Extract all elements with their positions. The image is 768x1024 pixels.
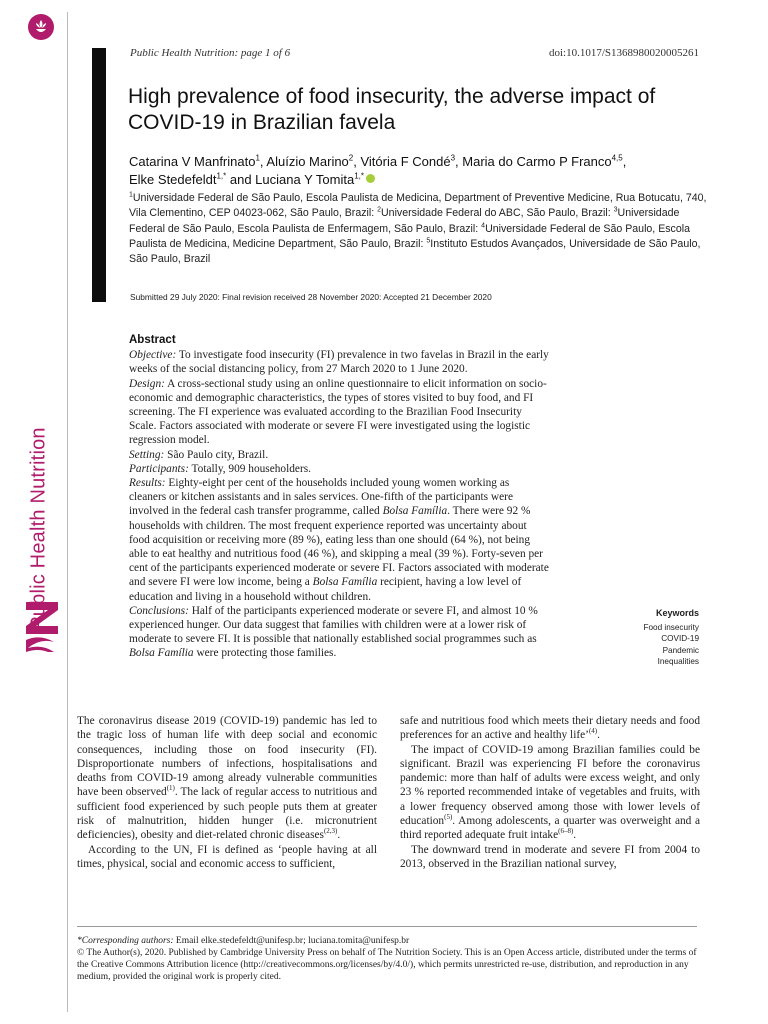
citation-link[interactable]: (5) [444,813,453,822]
body-column-left [77,714,377,871]
body-paragraph: The coronavirus disease 2019 (COVID-19) pandemic has led to the tragic loss of human life with deep social and economic consequences, including those on food insecurity (FI). Disproportionate numbers of infections, hospitalisations and deaths from COVID-19 among already vulnerable communities have been observed$^{(1)}$. The lack of regular access to nutritious and sufficient food experienced by such people puts them at greater risk of malnutrition, hidden hunger (i.e. micronutrient deficiencies), obesity and diet-related chronic diseases$^{(2,3)}$. [77,715,378,842]
body-column-right [400,714,700,871]
author-name: Aluízio Marino [266,154,349,169]
author-name: Maria do Carmo P Franco [462,154,612,169]
author-name: Elke Stedefeldt [129,172,217,187]
journal-name-vertical: Public Health Nutrition [27,426,50,630]
sidebar-divider [67,12,68,1012]
body-paragraph: The impact of COVID-19 among Brazilian families could be significant. Brazil was experiencing FI before the coronavirus pandemic: more than half of adults were excess weight, and only 23 % reported recommended intake of vegetables and fruits, with a lower frequency observed among those with lower levels of education$^{(5)}$. Among adolescents, a quarter was overweight and a third reported adequate fruit intake$^{(6-8)}$. [400,743,700,842]
keyword-item: Food insecurity [643,622,699,632]
keyword-item: Inequalities [657,657,699,666]
citation-link[interactable]: (6–8) [558,827,574,836]
abstract-design: Design: A cross-sectional study using an online questionnaire to elicit information on socio-economic and demographic characteristics, the types of stores visited to buy food, and FI screening. The FI experience was evaluated according to the Brazilian Food Insecurity Scale. Factors associated with moderate or severe FI were investigated using the logistic regression model. [129,377,547,447]
citation-link[interactable]: (4) [588,727,598,736]
license-statement: © The Author(s), 2020. Published by Cambridge University Press on behalf of The Nutrition Society. This is an Open Access article, distributed under the terms of the Creative Commons Attribution licence (http://creativecommons.org/licenses/by/4.0/), which permits unrestricted re-use, distribution, and reproduction in any medium, provided the original work is properly cited. [77,948,697,982]
keywords [643,608,699,668]
abstract-objective: Objective: To investigate food insecurity (FI) prevalence in two favelas in Brazil in the early weeks of the social distancing policy, from 27 March 2020 to 1 June 2020. [129,349,549,376]
submission-dates: Submitted 29 July 2020: Final revision received 28 November 2020: Accepted 21 December 2020 [130,292,492,302]
abstract-conclusions: Conclusions: Half of the participants experienced moderate or severe FI, and almost 10 % experienced hunger. Our data suggest that families with children were at a lower risk of moderate to severe FI. It is possible that nationally established social programmes such as Bolsa Família were protecting those families. [129,604,538,660]
title-accent-bar [92,48,106,302]
abstract-results: Results: Eighty-eight per cent of the households included young women working as cleaners or kitchen assistants and in sales services. One-fifth of the participants were involved in the federal cash transfer programme, called Bolsa Família. There were 92 % households with children. The most frequent experience reported was uncertainty about food acquisition or receiving more (89 %), eating less than one should (64 %), not being able to eat healthy and nutritious food (46 %), and skipping a meal (39 %). Forty-seven per cent of the participants experienced moderate or severe FI. Factors associated with moderate and severe FI were low income, being a Bolsa Família recipient, having a low level of education and living in a household without children. [129,477,549,603]
footnotes [77,935,701,983]
running-head: Public Health Nutrition: page 1 of 6 [130,47,291,59]
keywords-heading: Keywords [655,608,699,618]
body-paragraph: The downward trend in moderate and severe FI from 2004 to 2013, observed in the Brazilian national survey, [400,843,700,870]
abstract-participants: Participants: Totally, 909 householders. [129,462,311,475]
author-name: Luciana Y Tomita [255,172,355,187]
abstract [129,333,549,661]
footnote-divider [77,926,697,927]
author-name: Vitória F Condé [360,154,451,169]
citation-link[interactable]: (2,3) [323,827,338,836]
author-list: Catarina V Manfrinato$^1$, Aluízio Marino$^2$, Vitória F Condé$^3$, Maria do Carmo P Franco$^{4,5}$, Elke Stedefeldt$^{1,*}$ and Luciana Y Tomita$^{1,*}$ [129,153,627,187]
orcid-icon[interactable] [366,174,375,183]
author-name: Catarina V Manfrinato [129,154,256,169]
keyword-item: COVID-19 [661,634,699,643]
citation-link[interactable]: (1) [166,784,175,793]
doi[interactable]: doi:10.1017/S1368980020005261 [548,47,699,59]
abstract-heading: Abstract [129,334,176,346]
journal-emblem-icon [28,14,54,40]
body-paragraph: safe and nutritious food which meets their dietary needs and food preferences for an active and healthy life’$^{(4)}$. [400,715,700,742]
paper-title: High prevalence of food insecurity, the adverse impact of COVID-19 in Brazilian favela [128,85,656,134]
ns-logo-icon [20,598,60,654]
keyword-item: Pandemic [662,645,699,655]
abstract-setting: Setting: São Paulo city, Brazil. [129,448,269,461]
affiliations: $^1$Universidade Federal de São Paulo, Escola Paulista de Medicina, Department of Preventive Medicine, Rua Botucatu, 740, Vila Clementino, CEP 04023-062, São Paulo, Brazil: $^2$Universidade Federal do ABC, São Paulo, Brazil: $^3$Universidade Federal de São Paulo, Escola Paulista de Enfermagem, São Paulo, Brazil: $^4$Universidade Federal de São Paulo, Escola Paulista de Medicina, Medicine Department, São Paulo, Brazil: $^5$Instituto Estudos Avançados, Universidade de São Paulo, São Paulo, Brazil [129,191,707,266]
corresponding-authors: *Corresponding authors: Email elke.stedefeldt@unifesp.br; luciana.tomita@unifesp.br [77,936,410,946]
body-paragraph: According to the UN, FI is defined as ‘people having at all times, physical, social and economic access to sufficient, [77,843,377,870]
